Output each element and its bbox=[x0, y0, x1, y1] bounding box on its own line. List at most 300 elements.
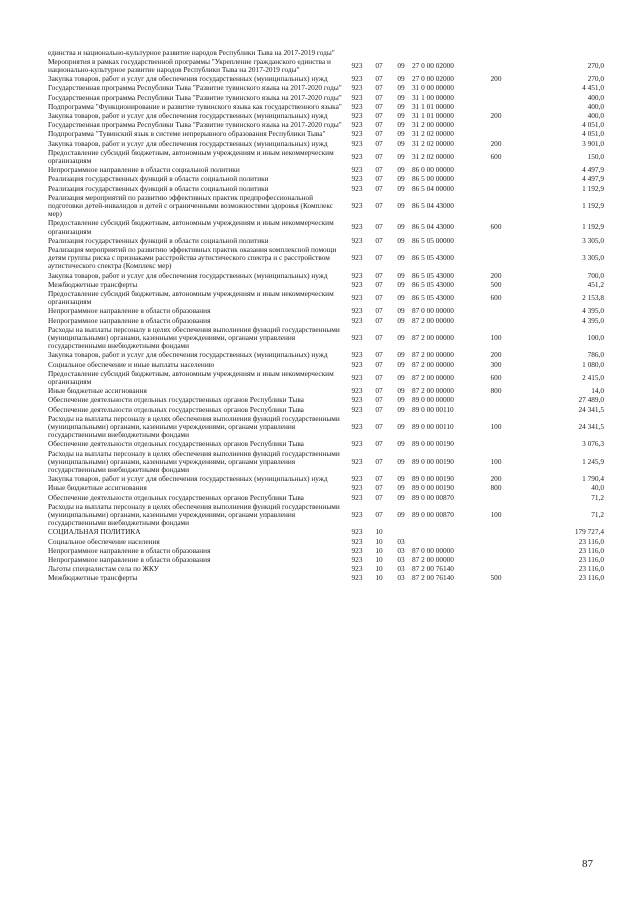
row-amount: 270,0 bbox=[587, 74, 604, 84]
row-subsection: 09 bbox=[397, 74, 405, 84]
row-name: Закупка товаров, работ и услуг для обеспечения государственных (муниципальных) нужд bbox=[48, 474, 328, 484]
row-subsection: 09 bbox=[397, 222, 405, 232]
row-target-article: 87 2 00 00000 bbox=[412, 333, 454, 342]
row-target-article: 87 2 00 00000 bbox=[412, 372, 454, 382]
row-amount: 786,0 bbox=[587, 350, 604, 360]
row-target-article bbox=[412, 537, 478, 546]
row-section: 07 bbox=[375, 129, 383, 139]
row-name: Социальное обеспечение населения bbox=[48, 536, 160, 546]
table-row bbox=[48, 360, 604, 369]
row-grbs: 923 bbox=[351, 74, 363, 84]
table-row bbox=[48, 289, 604, 306]
row-section: 07 bbox=[375, 183, 383, 193]
row-name: Реализация мероприятий по развитию эффективных практик предпрофессиональной подготовки детей-инвалидов и детей с ограниченными возможностями здоровья (Комплекс мер) bbox=[48, 192, 333, 219]
row-grbs: 923 bbox=[351, 315, 363, 325]
row-amount: 14,0 bbox=[591, 386, 604, 396]
row-grbs: 923 bbox=[351, 83, 363, 93]
row-amount: 1 080,0 bbox=[582, 359, 604, 369]
row-grbs: 923 bbox=[351, 120, 363, 130]
row-section: 07 bbox=[375, 315, 383, 325]
row-amount: 150,0 bbox=[587, 151, 604, 161]
row-subsection: 09 bbox=[397, 456, 405, 466]
table-row bbox=[48, 57, 604, 74]
row-name: Обеспечение деятельности отдельных государственных органов Республики Тыва bbox=[48, 492, 304, 502]
row-section: 07 bbox=[375, 359, 383, 369]
row-section bbox=[368, 48, 390, 57]
table-row bbox=[48, 369, 604, 386]
budget-table-body bbox=[48, 48, 604, 583]
row-name: Социальное обеспечение и иные выплаты населению bbox=[48, 359, 215, 369]
row-subsection: 03 bbox=[397, 573, 405, 583]
row-section: 07 bbox=[375, 372, 383, 382]
row-target-article bbox=[412, 528, 478, 537]
row-name: Закупка товаров, работ и услуг для обеспечения государственных (муниципальных) нужд bbox=[48, 350, 328, 360]
row-expense-type bbox=[478, 84, 514, 93]
row-grbs: 923 bbox=[351, 151, 363, 161]
table-row bbox=[48, 325, 604, 351]
row-section: 07 bbox=[375, 510, 383, 520]
row-subsection: 03 bbox=[397, 564, 405, 574]
row-expense-type bbox=[478, 121, 514, 130]
row-section: 07 bbox=[375, 222, 383, 232]
row-grbs: 923 bbox=[351, 474, 363, 484]
row-amount: 23 116,0 bbox=[578, 573, 604, 583]
row-target-article: 87 2 00 76140 bbox=[412, 564, 454, 574]
table-row bbox=[48, 175, 604, 184]
row-expense-type: 100 bbox=[490, 510, 502, 520]
row-target-article: 89 0 00 00870 bbox=[412, 492, 454, 502]
row-expense-type bbox=[478, 396, 514, 405]
row-target-article bbox=[412, 48, 478, 57]
table-row bbox=[48, 130, 604, 139]
row-grbs: 923 bbox=[351, 510, 363, 520]
row-amount: 71,2 bbox=[591, 510, 604, 520]
row-subsection: 09 bbox=[397, 395, 405, 405]
row-grbs: 923 bbox=[351, 527, 363, 537]
row-target-article: 31 2 02 00000 bbox=[412, 151, 454, 161]
row-section: 07 bbox=[375, 92, 383, 102]
row-name: Непрограммное направление в области социальной политики bbox=[48, 165, 240, 175]
row-section: 07 bbox=[375, 235, 383, 245]
row-subsection: 09 bbox=[397, 306, 405, 316]
row-grbs: 923 bbox=[351, 183, 363, 193]
row-amount: 451,2 bbox=[587, 279, 604, 289]
table-row bbox=[48, 484, 604, 493]
row-section: 07 bbox=[375, 293, 383, 303]
row-amount: 400,0 bbox=[587, 92, 604, 102]
table-row bbox=[48, 184, 604, 193]
row-target-article: 31 0 00 00000 bbox=[412, 83, 454, 93]
row-name: Предоставление субсидий бюджетным, автономным учреждениям и иным некоммерческим организациям bbox=[48, 218, 334, 236]
row-name: Предоставление субсидий бюджетным, автономным учреждениям и иным некоммерческим организациям bbox=[48, 147, 334, 165]
row-name: СОЦИАЛЬНАЯ ПОЛИТИКА bbox=[48, 527, 141, 537]
row-section: 07 bbox=[375, 306, 383, 316]
row-amount: 1 790,4 bbox=[582, 474, 604, 484]
row-name: Мероприятия в рамках государственной программы "Укрепление гражданского единства и национально-культурное развитие народов Республики Тыва на 2017-2019 годы" bbox=[48, 56, 331, 74]
row-subsection: 09 bbox=[397, 83, 405, 93]
row-target-article: 86 5 05 43000 bbox=[412, 253, 454, 263]
row-section: 07 bbox=[375, 165, 383, 175]
row-name: Реализация государственных функций в области социальной политики bbox=[48, 174, 269, 184]
row-target-article: 87 0 00 00000 bbox=[412, 306, 454, 316]
row-amount: 4 051,0 bbox=[582, 120, 604, 130]
table-row bbox=[48, 93, 604, 102]
row-target-article: 89 0 00 00000 bbox=[412, 395, 454, 405]
row-amount: 23 116,0 bbox=[578, 555, 604, 565]
table-row bbox=[48, 84, 604, 93]
row-amount: 4 051,0 bbox=[582, 129, 604, 139]
row-target-article: 31 2 00 00000 bbox=[412, 120, 454, 130]
row-target-article: 89 0 00 00190 bbox=[412, 483, 454, 493]
row-section: 07 bbox=[375, 110, 383, 120]
table-row bbox=[48, 449, 604, 475]
row-expense-type bbox=[478, 528, 514, 537]
row-subsection: 09 bbox=[397, 200, 405, 210]
table-row bbox=[48, 440, 604, 449]
row-name: Государственная программа Республики Тыва "Развитие тувинского языка на 2017-2020 годы" bbox=[48, 83, 342, 93]
row-expense-type: 200 bbox=[490, 474, 502, 484]
row-amount: 1 192,9 bbox=[582, 222, 604, 232]
row-section: 10 bbox=[375, 564, 383, 574]
row-name: Обеспечение деятельности отдельных государственных органов Республики Тыва bbox=[48, 439, 304, 449]
row-name: Закупка товаров, работ и услуг для обеспечения государственных (муниципальных) нужд bbox=[48, 110, 328, 120]
row-subsection: 09 bbox=[397, 174, 405, 184]
row-section: 07 bbox=[375, 386, 383, 396]
row-grbs: 923 bbox=[351, 222, 363, 232]
row-target-article: 86 5 00 00000 bbox=[412, 174, 454, 184]
row-subsection: 09 bbox=[397, 183, 405, 193]
row-amount: 23 116,0 bbox=[578, 564, 604, 574]
row-expense-type bbox=[478, 130, 514, 139]
row-grbs: 923 bbox=[351, 200, 363, 210]
row-subsection: 09 bbox=[397, 372, 405, 382]
row-subsection: 09 bbox=[397, 101, 405, 111]
row-name: Реализация государственных функций в области социальной политики bbox=[48, 235, 269, 245]
row-name: Льготы специалистам села по ЖКУ bbox=[48, 564, 159, 574]
row-section: 10 bbox=[375, 573, 383, 583]
row-subsection bbox=[390, 48, 412, 57]
row-expense-type: 500 bbox=[490, 279, 502, 289]
row-amount: 4 497,9 bbox=[582, 174, 604, 184]
row-section: 07 bbox=[375, 350, 383, 360]
row-name: Непрограммное направление в области образования bbox=[48, 315, 211, 325]
table-row bbox=[48, 537, 604, 546]
row-name: Иные бюджетные ассигнования bbox=[48, 483, 147, 493]
row-amount: 23 116,0 bbox=[578, 545, 604, 555]
row-expense-type: 300 bbox=[490, 359, 502, 369]
row-name: Иные бюджетные ассигнования bbox=[48, 386, 147, 396]
table-row bbox=[48, 193, 604, 219]
row-amount: 2 415,0 bbox=[582, 372, 604, 382]
row-name: Государственная программа Республики Тыва "Развитие тувинского языка на 2017-2020 годы" bbox=[48, 120, 342, 130]
row-section: 10 bbox=[375, 527, 383, 537]
row-target-article: 87 2 00 76140 bbox=[412, 573, 454, 583]
row-subsection: 09 bbox=[397, 110, 405, 120]
table-row bbox=[48, 493, 604, 502]
row-name: Непрограммное направление в области образования bbox=[48, 545, 211, 555]
row-grbs: 923 bbox=[351, 306, 363, 316]
row-grbs: 923 bbox=[351, 350, 363, 360]
row-name: Обеспечение деятельности отдельных государственных органов Республики Тыва bbox=[48, 404, 304, 414]
row-amount bbox=[514, 48, 604, 57]
row-subsection: 09 bbox=[397, 120, 405, 130]
row-grbs: 923 bbox=[351, 279, 363, 289]
row-grbs: 923 bbox=[351, 372, 363, 382]
row-name: Непрограммное направление в области образования bbox=[48, 306, 211, 316]
row-target-article: 86 5 04 43000 bbox=[412, 222, 454, 232]
row-expense-type bbox=[478, 93, 514, 102]
row-section: 07 bbox=[375, 492, 383, 502]
row-amount: 400,0 bbox=[587, 110, 604, 120]
row-expense-type: 200 bbox=[490, 270, 502, 280]
row-name: Непрограммное направление в области образования bbox=[48, 555, 211, 565]
row-grbs: 923 bbox=[351, 536, 363, 546]
row-grbs bbox=[346, 48, 368, 57]
row-subsection: 09 bbox=[397, 359, 405, 369]
row-target-article: 89 0 00 00190 bbox=[412, 439, 454, 449]
row-subsection: 09 bbox=[397, 253, 405, 263]
page-number: 87 bbox=[582, 858, 593, 870]
table-row bbox=[48, 316, 604, 325]
row-grbs: 923 bbox=[351, 422, 363, 432]
row-subsection: 09 bbox=[397, 293, 405, 303]
row-expense-type bbox=[478, 316, 514, 325]
table-row bbox=[48, 574, 604, 583]
row-amount: 179 727,4 bbox=[574, 527, 604, 537]
row-grbs: 923 bbox=[351, 293, 363, 303]
row-name: Реализация государственных функций в области социальной политики bbox=[48, 183, 269, 193]
row-expense-type bbox=[478, 537, 514, 546]
row-section: 07 bbox=[375, 270, 383, 280]
row-amount: 23 116,0 bbox=[578, 536, 604, 546]
row-section: 07 bbox=[375, 151, 383, 161]
row-name: Расходы на выплаты персоналу в целях обеспечения выполнения функций государственными (муниципальными) органами, казенными учреждениями, органами управления государственными внебюджетными фондами bbox=[48, 448, 340, 475]
budget-table bbox=[48, 48, 604, 583]
row-subsection: 09 bbox=[397, 60, 405, 70]
row-grbs: 923 bbox=[351, 60, 363, 70]
row-target-article: 86 5 05 43000 bbox=[412, 279, 454, 289]
table-row bbox=[48, 528, 604, 537]
row-grbs: 923 bbox=[351, 138, 363, 148]
row-name: Межбюджетные трансферты bbox=[48, 279, 138, 289]
row-subsection: 09 bbox=[397, 315, 405, 325]
row-target-article: 87 2 00 00000 bbox=[412, 359, 454, 369]
row-name: Подпрограмма "Тувинский язык в системе непрерывного образования Республики Тыва" bbox=[48, 129, 326, 139]
row-expense-type bbox=[478, 57, 514, 74]
row-expense-type: 100 bbox=[490, 456, 502, 466]
row-expense-type: 600 bbox=[490, 293, 502, 303]
row-name: Закупка товаров, работ и услуг для обеспечения государственных (муниципальных) нужд bbox=[48, 270, 328, 280]
row-subsection: 09 bbox=[397, 492, 405, 502]
row-amount: 1 192,9 bbox=[582, 200, 604, 210]
table-row bbox=[48, 414, 604, 440]
row-amount: 3 076,3 bbox=[582, 439, 604, 449]
row-expense-type bbox=[478, 245, 514, 271]
row-amount: 71,2 bbox=[591, 492, 604, 502]
row-grbs: 923 bbox=[351, 92, 363, 102]
row-subsection: 09 bbox=[397, 474, 405, 484]
row-subsection: 03 bbox=[397, 555, 405, 565]
table-row bbox=[48, 405, 604, 414]
table-row bbox=[48, 271, 604, 280]
row-subsection: 09 bbox=[397, 422, 405, 432]
row-section: 07 bbox=[375, 200, 383, 210]
row-subsection: 09 bbox=[397, 165, 405, 175]
row-amount: 4 497,9 bbox=[582, 165, 604, 175]
row-expense-type bbox=[478, 307, 514, 316]
row-target-article: 86 5 05 43000 bbox=[412, 270, 454, 280]
row-amount: 3 305,0 bbox=[582, 253, 604, 263]
row-section: 07 bbox=[375, 333, 383, 342]
row-subsection: 09 bbox=[397, 92, 405, 102]
row-target-article: 87 2 00 00000 bbox=[412, 386, 454, 396]
table-row bbox=[48, 245, 604, 271]
row-expense-type: 100 bbox=[490, 333, 502, 342]
row-expense-type bbox=[478, 493, 514, 502]
row-amount: 4 395,0 bbox=[582, 306, 604, 316]
row-subsection bbox=[390, 528, 412, 537]
row-grbs: 923 bbox=[351, 395, 363, 405]
row-amount: 24 341,5 bbox=[578, 422, 604, 432]
row-amount: 3 305,0 bbox=[582, 235, 604, 245]
row-grbs: 923 bbox=[351, 174, 363, 184]
row-grbs: 923 bbox=[351, 439, 363, 449]
row-grbs: 923 bbox=[351, 359, 363, 369]
row-grbs: 923 bbox=[351, 492, 363, 502]
row-subsection: 09 bbox=[397, 151, 405, 161]
row-name: Расходы на выплаты персоналу в целях обеспечения выполнения функций государственными (муниципальными) органами, казенными учреждениями, органами управления государственными внебюджетными фондами bbox=[48, 324, 340, 351]
row-expense-type bbox=[478, 440, 514, 449]
row-subsection: 09 bbox=[397, 279, 405, 289]
row-amount: 3 901,0 bbox=[582, 138, 604, 148]
row-expense-type bbox=[478, 236, 514, 245]
row-expense-type bbox=[478, 166, 514, 175]
row-grbs: 923 bbox=[351, 555, 363, 565]
row-expense-type: 600 bbox=[490, 151, 502, 161]
row-amount: 4 451,0 bbox=[582, 83, 604, 93]
row-expense-type bbox=[478, 546, 514, 555]
row-name: Расходы на выплаты персоналу в целях обеспечения выполнения функций государственными (муниципальными) органами, казенными учреждениями, органами управления государственными внебюджетными фондами bbox=[48, 501, 340, 528]
row-subsection: 03 bbox=[397, 536, 405, 546]
row-name: Обеспечение деятельности отдельных государственных органов Республики Тыва bbox=[48, 395, 304, 405]
row-name: Предоставление субсидий бюджетным, автономным учреждениям и иным некоммерческим организациям bbox=[48, 368, 334, 387]
row-grbs: 923 bbox=[351, 386, 363, 396]
row-name: Закупка товаров, работ и услуг для обеспечения государственных (муниципальных) нужд bbox=[48, 138, 328, 148]
row-amount: 700,0 bbox=[587, 270, 604, 280]
row-name: Предоставление субсидий бюджетным, автономным учреждениям и иным некоммерческим организациям bbox=[48, 288, 334, 307]
row-subsection: 09 bbox=[397, 386, 405, 396]
row-expense-type: 200 bbox=[490, 350, 502, 360]
row-target-article: 89 0 00 00110 bbox=[412, 404, 454, 414]
row-grbs: 923 bbox=[351, 483, 363, 493]
table-row bbox=[48, 148, 604, 165]
row-expense-type bbox=[478, 405, 514, 414]
row-amount: 400,0 bbox=[587, 101, 604, 111]
row-grbs: 923 bbox=[351, 270, 363, 280]
row-target-article: 31 2 02 00000 bbox=[412, 129, 454, 139]
row-expense-type: 100 bbox=[490, 422, 502, 432]
row-section: 07 bbox=[375, 483, 383, 493]
row-section: 07 bbox=[375, 395, 383, 405]
row-section: 07 bbox=[375, 120, 383, 130]
row-amount: 4 395,0 bbox=[582, 315, 604, 325]
row-grbs: 923 bbox=[351, 545, 363, 555]
row-amount: 2 153,8 bbox=[582, 293, 604, 303]
row-subsection: 09 bbox=[397, 235, 405, 245]
row-amount: 1 192,9 bbox=[582, 183, 604, 193]
row-target-article: 87 2 00 00000 bbox=[412, 315, 454, 325]
row-expense-type: 600 bbox=[490, 372, 502, 382]
row-expense-type: 800 bbox=[490, 386, 502, 396]
row-target-article: 86 5 05 00000 bbox=[412, 235, 454, 245]
row-grbs: 923 bbox=[351, 129, 363, 139]
row-subsection: 09 bbox=[397, 439, 405, 449]
row-section: 07 bbox=[375, 474, 383, 484]
row-grbs: 923 bbox=[351, 456, 363, 466]
row-grbs: 923 bbox=[351, 333, 363, 342]
row-grbs: 923 bbox=[351, 110, 363, 120]
row-section: 07 bbox=[375, 279, 383, 289]
row-target-article: 86 5 04 43000 bbox=[412, 200, 454, 210]
table-row bbox=[48, 48, 604, 57]
row-target-article: 86 5 05 43000 bbox=[412, 293, 454, 303]
row-grbs: 923 bbox=[351, 253, 363, 263]
row-name: Закупка товаров, работ и услуг для обеспечения государственных (муниципальных) нужд bbox=[48, 74, 328, 84]
row-expense-type bbox=[478, 48, 514, 57]
row-amount: 100,0 bbox=[587, 333, 604, 342]
row-section: 10 bbox=[375, 555, 383, 565]
table-row bbox=[48, 351, 604, 360]
row-target-article: 87 2 00 00000 bbox=[412, 555, 454, 565]
row-section: 07 bbox=[375, 138, 383, 148]
row-section: 07 bbox=[375, 83, 383, 93]
row-target-article: 87 2 00 00000 bbox=[412, 350, 454, 360]
row-name: Межбюджетные трансферты bbox=[48, 573, 138, 583]
row-expense-type: 200 bbox=[490, 138, 502, 148]
row-expense-type bbox=[478, 193, 514, 219]
row-expense-type: 200 bbox=[490, 110, 502, 120]
table-row bbox=[48, 396, 604, 405]
row-target-article: 89 0 00 00870 bbox=[412, 510, 454, 520]
row-grbs: 923 bbox=[351, 235, 363, 245]
row-target-article: 31 1 01 00000 bbox=[412, 101, 454, 111]
row-target-article: 89 0 00 00190 bbox=[412, 474, 454, 484]
row-amount: 270,0 bbox=[587, 60, 604, 70]
row-subsection: 09 bbox=[397, 129, 405, 139]
row-expense-type: 500 bbox=[490, 573, 502, 583]
row-name: Расходы на выплаты персоналу в целях обеспечения выполнения функций государственными (муниципальными) органами, казенными учреждениями, органами управления государственными внебюджетными фондами bbox=[48, 413, 340, 440]
row-amount: 1 245,9 bbox=[582, 456, 604, 466]
row-subsection: 09 bbox=[397, 333, 405, 342]
row-name: Реализация мероприятий по развитию эффективных практик оказания комплексной помощи детям группы риска с признаками расстройства аутистического спектра и с расстройством аутистического спектра (Комплекс мер) bbox=[48, 244, 337, 271]
row-grbs: 923 bbox=[351, 564, 363, 574]
row-subsection: 09 bbox=[397, 404, 405, 414]
row-subsection: 09 bbox=[397, 483, 405, 493]
row-section: 07 bbox=[375, 456, 383, 466]
row-section: 07 bbox=[375, 174, 383, 184]
row-section: 07 bbox=[375, 101, 383, 111]
row-expense-type bbox=[478, 556, 514, 565]
row-expense-type: 200 bbox=[490, 74, 502, 84]
row-target-article: 86 5 04 00000 bbox=[412, 183, 454, 193]
row-target-article: 86 0 00 00000 bbox=[412, 165, 454, 175]
row-section: 07 bbox=[375, 422, 383, 432]
row-subsection: 09 bbox=[397, 510, 405, 520]
row-name: единства и национально-культурное развитие народов Республики Тыва на 2017-2019 годы" bbox=[48, 47, 335, 57]
row-section: 10 bbox=[375, 536, 383, 546]
table-row bbox=[48, 307, 604, 316]
row-target-article: 27 0 00 02000 bbox=[412, 74, 454, 84]
